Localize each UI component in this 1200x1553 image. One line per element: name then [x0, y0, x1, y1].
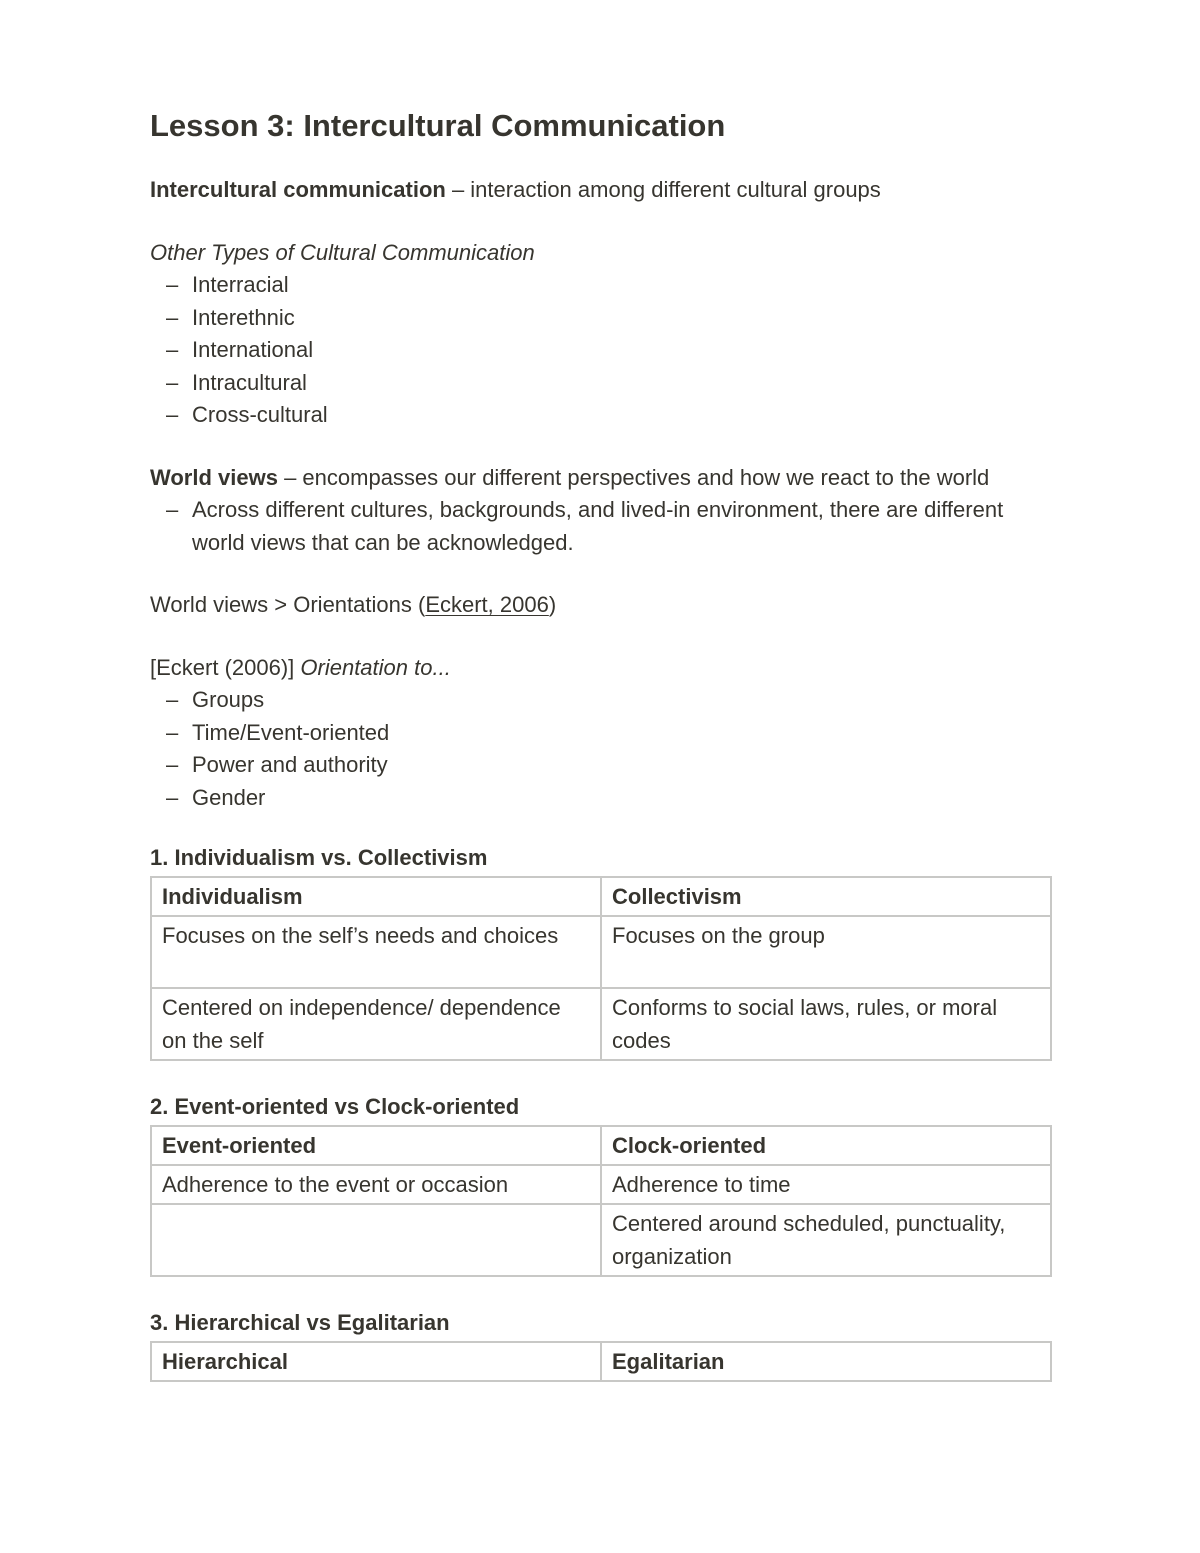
table-row — [151, 1165, 1051, 1204]
hierarchical-table — [150, 1341, 1052, 1382]
table-header-row — [151, 1342, 1051, 1381]
eckert-orientation-heading: [Eckert (2006)] Orientation to... — [150, 654, 451, 680]
table-row — [151, 916, 1051, 988]
section-title-individualism: 1. Individualism vs. Collectivism — [150, 845, 488, 870]
other-types-list — [150, 269, 1052, 432]
table-header-row — [151, 1126, 1051, 1165]
table-cell: Adherence to the event or occasion — [151, 1165, 601, 1204]
orientations-line: World views > Orientations (Eckert, 2006) — [150, 592, 557, 617]
list-item: – International — [166, 334, 1052, 367]
intercultural-definition — [150, 174, 1052, 207]
world-views-term: World views — [150, 464, 278, 490]
document-page — [150, 0, 1052, 1382]
table-header-cell: Clock-oriented — [601, 1126, 1051, 1165]
other-types-heading: Other Types of Cultural Communication — [150, 239, 535, 265]
table-cell: Focuses on the self’s needs and choices — [151, 916, 601, 988]
list-item: – Gender — [166, 782, 1052, 815]
world-views-text: – encompasses our different perspectives and how we react to the world — [277, 464, 990, 490]
eckert-orientation-list — [150, 684, 1052, 814]
table-row — [151, 988, 1051, 1060]
list-item: – Cross-cultural — [166, 399, 1052, 432]
list-item: – Power and authority — [166, 749, 1052, 782]
table-header-cell: Individualism — [151, 877, 601, 916]
list-item: – Interethnic — [166, 302, 1052, 335]
list-item: – Interracial — [166, 269, 1052, 302]
section-title-hierarchical: 3. Hierarchical vs Egalitarian — [150, 1310, 450, 1335]
table-header-cell: Hierarchical — [151, 1342, 601, 1381]
table-header-cell: Event-oriented — [151, 1126, 601, 1165]
table-header-cell: Collectivism — [601, 877, 1051, 916]
table-header-cell: Egalitarian — [601, 1342, 1051, 1381]
world-views-definition — [150, 462, 1052, 495]
table-cell: Focuses on the group — [601, 916, 1051, 988]
table-row — [151, 1204, 1051, 1276]
event-clock-table — [150, 1125, 1052, 1277]
individualism-table — [150, 876, 1052, 1061]
list-item: – Time/Event-oriented — [166, 717, 1052, 750]
eckert-citation-link[interactable]: Eckert, 2006 — [425, 592, 549, 617]
definition-text: – interaction among different cultural groups — [445, 177, 881, 202]
table-cell: Centered on independence/ dependence on the self — [151, 988, 601, 1060]
table-cell — [151, 1204, 601, 1276]
definition-term: Intercultural communication — [150, 177, 446, 202]
table-header-row — [151, 877, 1051, 916]
section-title-event-clock: 2. Event-oriented vs Clock-oriented — [150, 1094, 520, 1119]
list-item: – Intracultural — [166, 367, 1052, 400]
table-cell: Centered around scheduled, punctuality, organization — [601, 1204, 1051, 1276]
list-item: – Groups — [166, 684, 1052, 717]
list-item: – Across different cultures, backgrounds, and lived-in environment, there are different world views that can be acknowledged. — [166, 494, 1052, 559]
table-cell: Conforms to social laws, rules, or moral codes — [601, 988, 1051, 1060]
table-cell: Adherence to time — [601, 1165, 1051, 1204]
page-title: Lesson 3: Intercultural Communication — [150, 108, 726, 143]
world-views-list — [150, 494, 1052, 559]
